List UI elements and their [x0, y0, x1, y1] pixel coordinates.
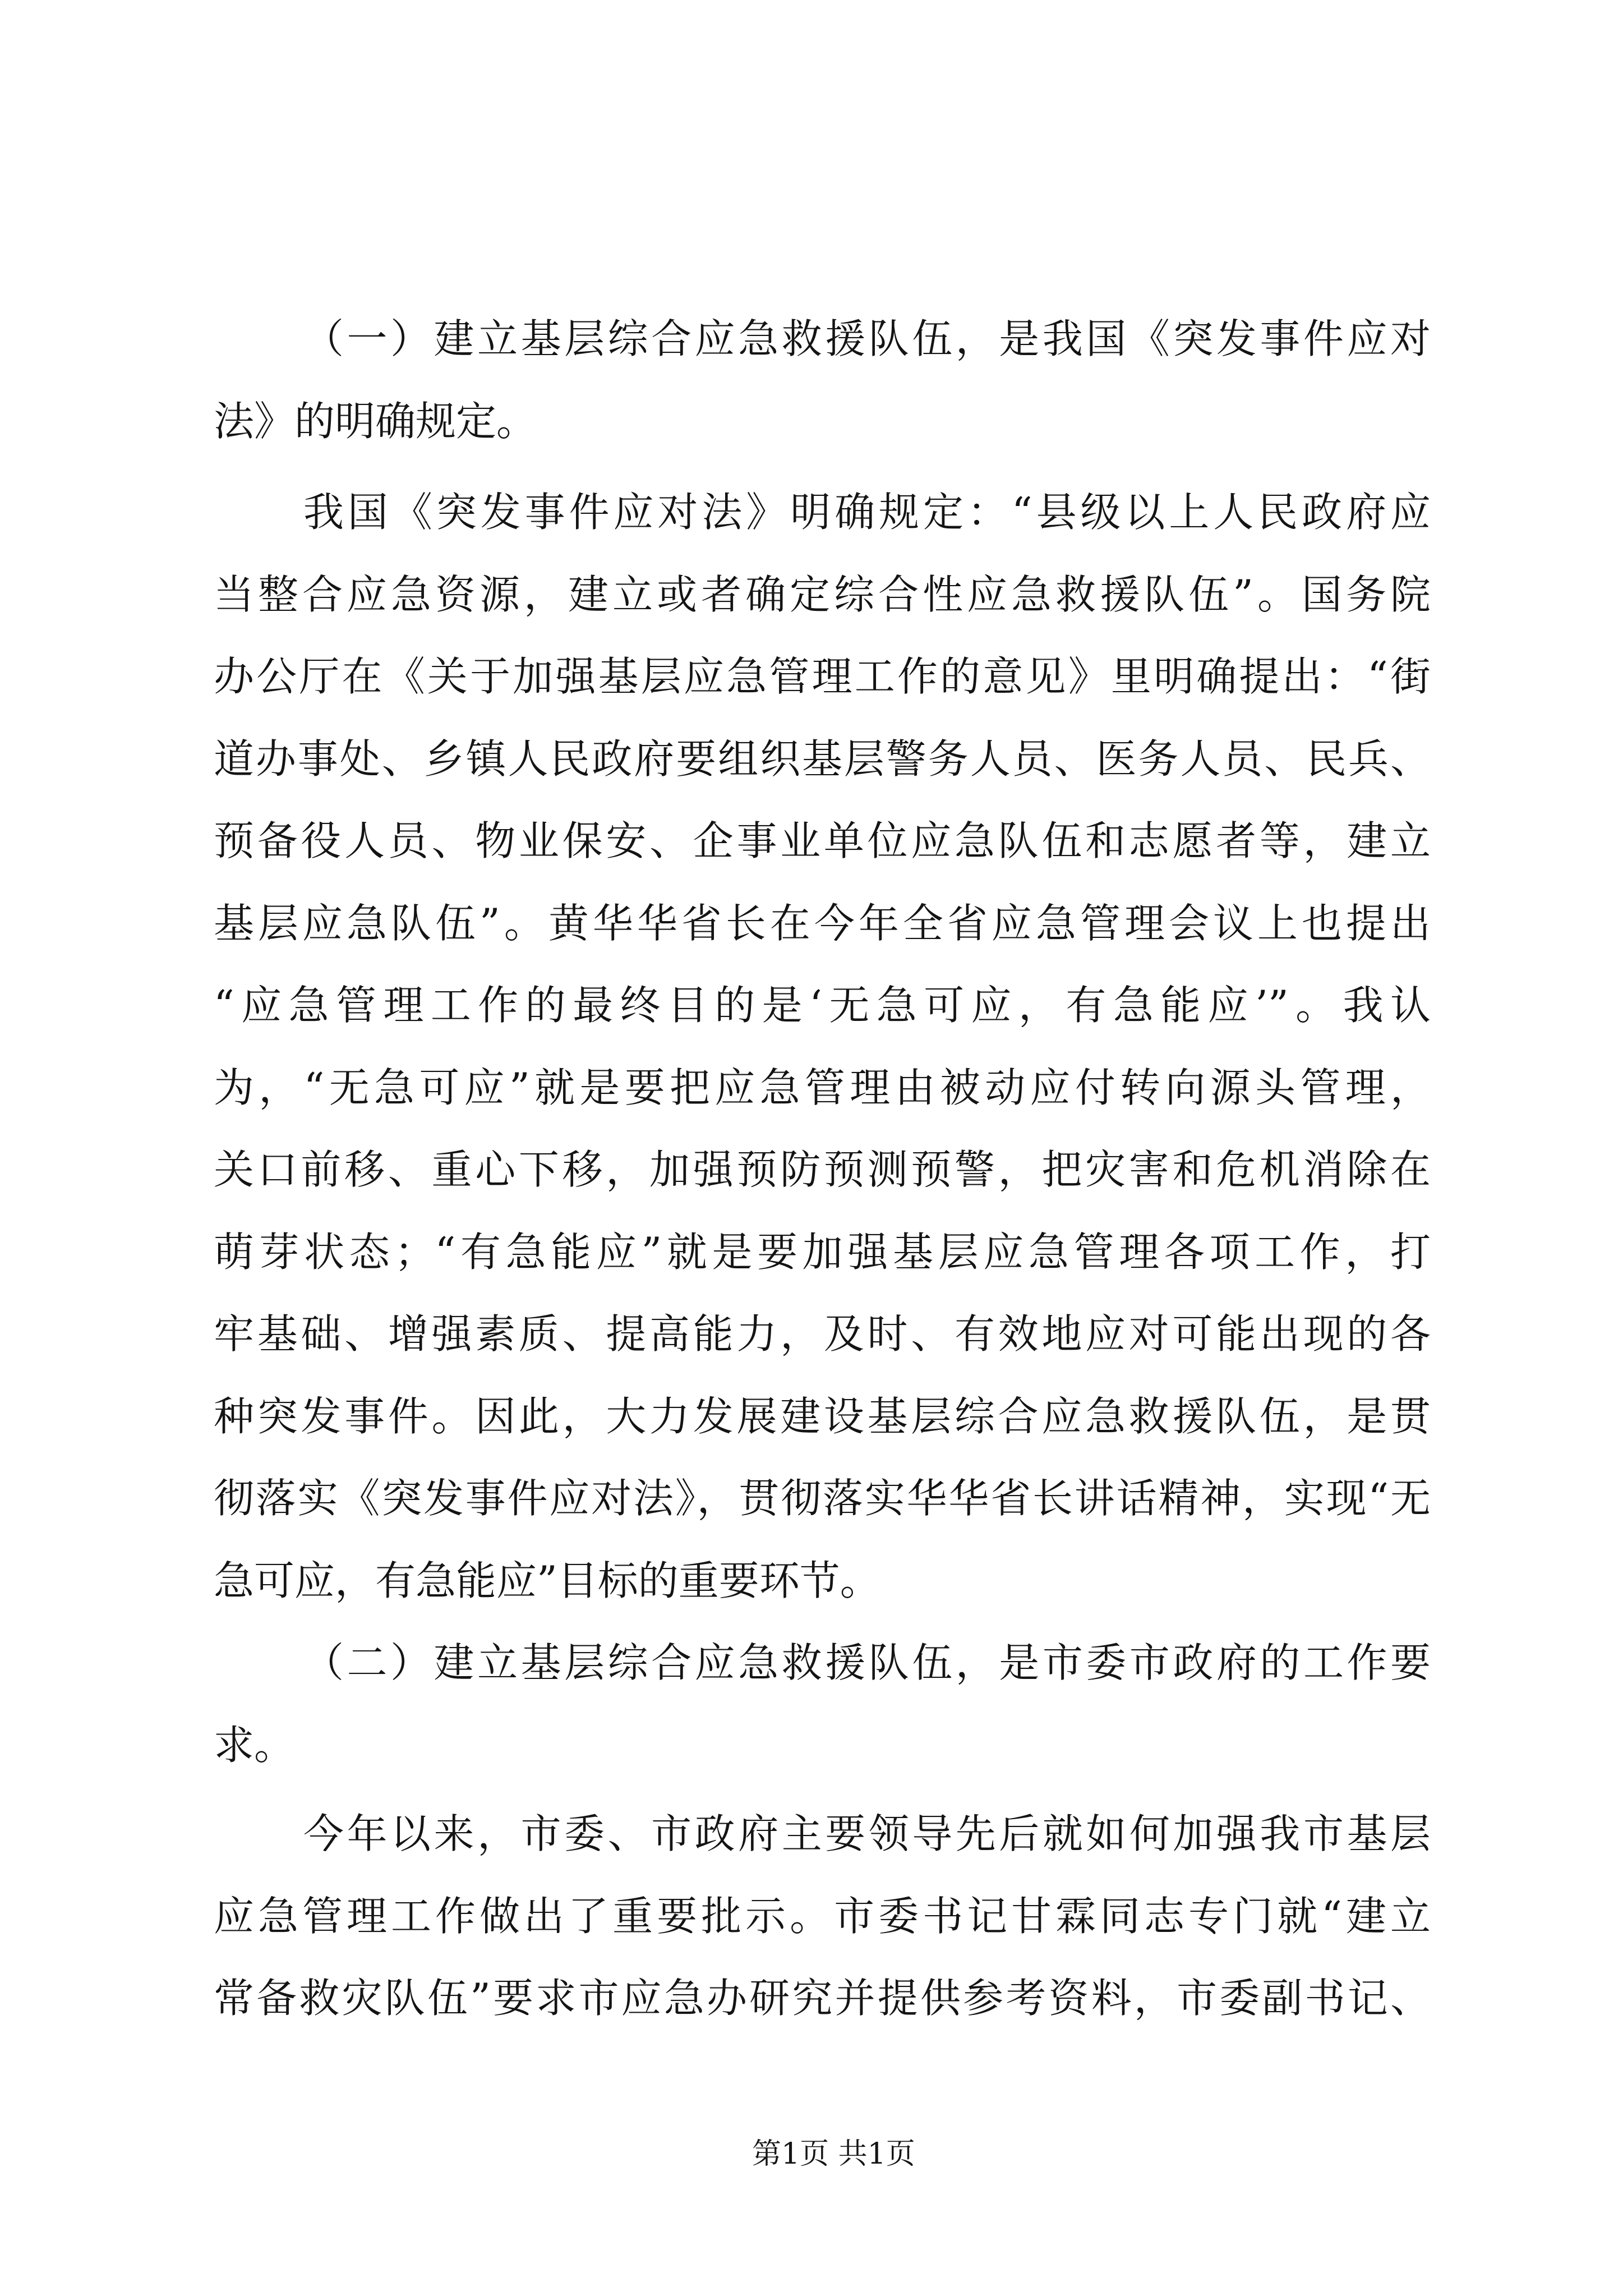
paragraph-line: （二）建立基层综合应急救援队伍，是市委市政府的工作要: [303, 1639, 1431, 1686]
document-body: [214, 298, 1431, 2040]
section-heading-1: [214, 298, 1431, 462]
page-number-footer: 第1页 共1页: [752, 2137, 915, 2171]
paragraph-line: 基层应急队伍”。黄华华省长在今年全省应急管理会议上也提出: [214, 899, 1431, 947]
paragraph-line: 办公厅在《关于加强基层应急管理工作的意见》里明确提出：“街: [214, 653, 1431, 700]
paragraph-line: 彻落实《突发事件应对法》，贯彻落实华华省长讲话精神，实现“无: [214, 1475, 1431, 1522]
paragraph-line: 急可应，有急能应”目标的重要环节。: [214, 1557, 880, 1604]
paragraph-line: 法》的明确规定。: [214, 397, 537, 445]
paragraph-line: 常备救灾队伍”要求市应急办研究并提供参考资料，市委副书记、: [214, 1975, 1431, 2022]
body-paragraph-1: [214, 471, 1431, 1622]
paragraph-line: “应急管理工作的最终目的是‘无急可应，有急能应’”。我认: [214, 982, 1431, 1029]
paragraph-line: 我国《突发事件应对法》明确规定：“县级以上人民政府应: [303, 489, 1431, 536]
paragraph-line: 种突发事件。因此，大力发展建设基层综合应急救援队伍，是贯: [214, 1392, 1431, 1440]
paragraph-line: 道办事处、乡镇人民政府要组织基层警务人员、医务人员、民兵、: [214, 735, 1431, 783]
body-paragraph-2: [214, 1793, 1431, 2040]
section-heading-2: [214, 1622, 1431, 1786]
paragraph-line: 牢基础、增强素质、提高能力，及时、有效地应对可能出现的各: [214, 1310, 1431, 1358]
paragraph-line: 为，“无急可应”就是要把应急管理由被动应付转向源头管理，: [214, 1064, 1431, 1111]
paragraph-line: （一）建立基层综合应急救援队伍，是我国《突发事件应对: [303, 315, 1431, 362]
paragraph-line: 预备役人员、物业保安、企事业单位应急队伍和志愿者等，建立: [214, 817, 1431, 864]
paragraph-line: 应急管理工作做出了重要批示。市委书记甘霖同志专门就“建立: [214, 1892, 1431, 1940]
paragraph-line: 今年以来，市委、市政府主要领导先后就如何加强我市基层: [303, 1810, 1431, 1857]
paragraph-line: 求。: [214, 1721, 295, 1769]
paragraph-line: 关口前移、重心下移，加强预防预测预警，把灾害和危机消除在: [214, 1146, 1431, 1193]
paragraph-line: 萌芽状态；“有急能应”就是要加强基层应急管理各项工作，打: [214, 1228, 1431, 1276]
paragraph-line: 当整合应急资源，建立或者确定综合性应急救援队伍”。国务院: [214, 570, 1431, 618]
